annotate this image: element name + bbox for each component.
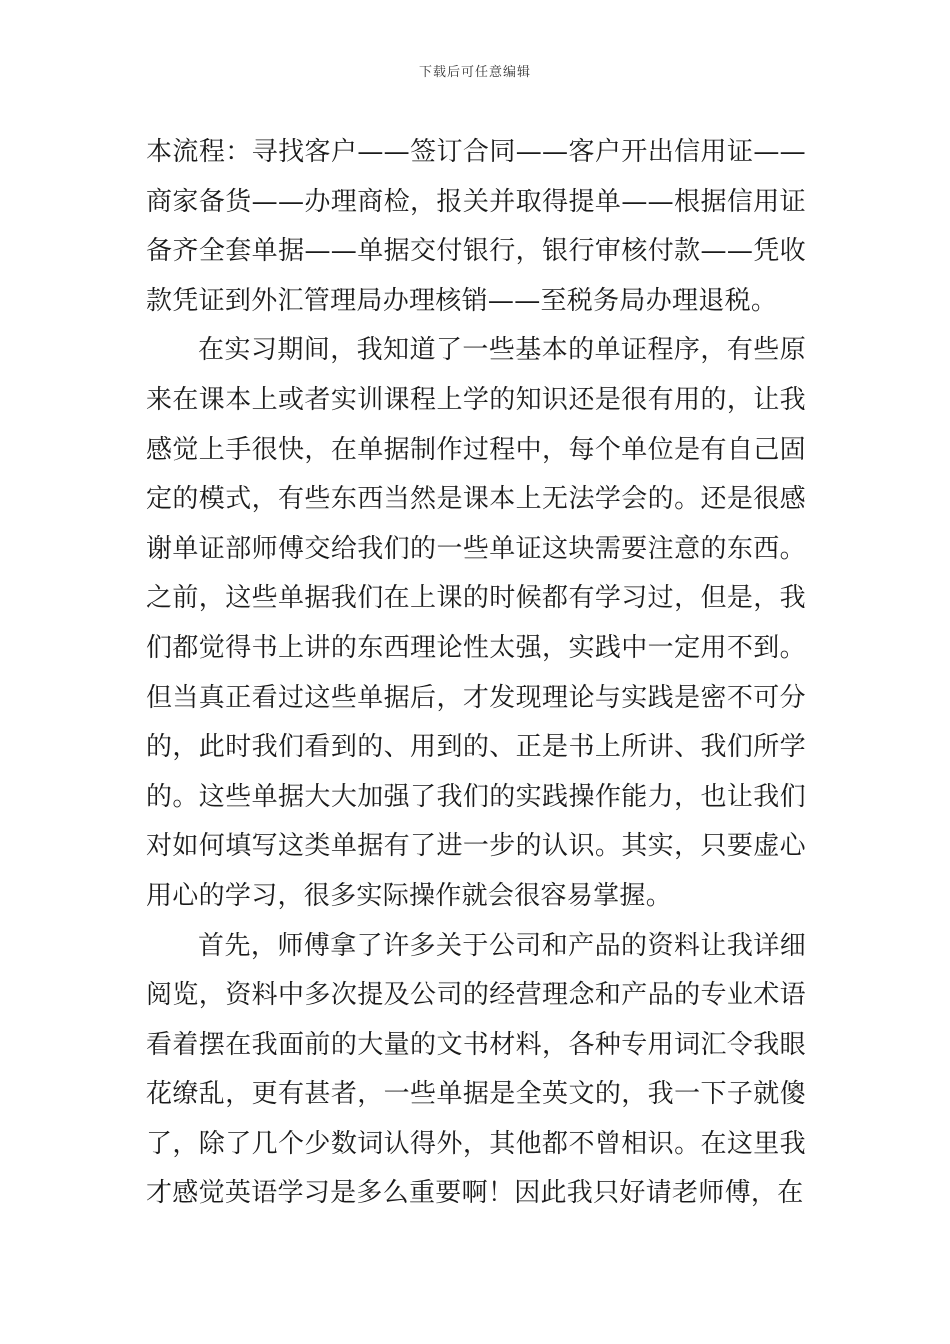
document-body [146,128,806,1219]
paragraph-process-flow: 本流程：寻找客户——签订合同——客户开出信用证——商家备货——办理商检，报关并取得提单——根据信用证备齐全套单据——单据交付银行，银行审核付款——凭收款凭证到外汇管理局办理核销——至税务局办理退税。 [146,137,806,316]
paragraph-first-tasks: 首先，师傅拿了许多关于公司和产品的资料让我详细阅览，资料中多次提及公司的经营理念和产品的专业术语看着摆在我面前的大量的文书材料，各种专用词汇令我眼花缭乱，更有甚者，一些单据是全英文的，我一下子就傻了，除了几个少数词认得外，其他都不曾相识。在这里我才感觉英语学习是多么重要啊！因此我只好请老师傅，在 [146,930,806,1209]
page-header: 下载后可任意编辑 [418,65,531,80]
paragraph-internship-experience: 在实习期间，我知道了一些基本的单证程序，有些原来在课本上或者实训课程上学的知识还是很有用的，让我感觉上手很快，在单据制作过程中，每个单位是有自己固定的模式，有些东西当然是课本上无法学会的。还是很感谢单证部师傅交给我们的一些单证这块需要注意的东西。之前，这些单据我们在上课的时候都有学习过，但是，我们都觉得书上讲的东西理论性太强，实践中一定用不到。但当真正看过这些单据后，才发现理论与实践是密不可分的，此时我们看到的、用到的、正是书上所讲、我们所学的。这些单据大大加强了我们的实践操作能力，也让我们对如何填写这类单据有了进一步的认识。其实，只要虚心用心的学习，很多实际操作就会很容易掌握。 [146,335,806,911]
